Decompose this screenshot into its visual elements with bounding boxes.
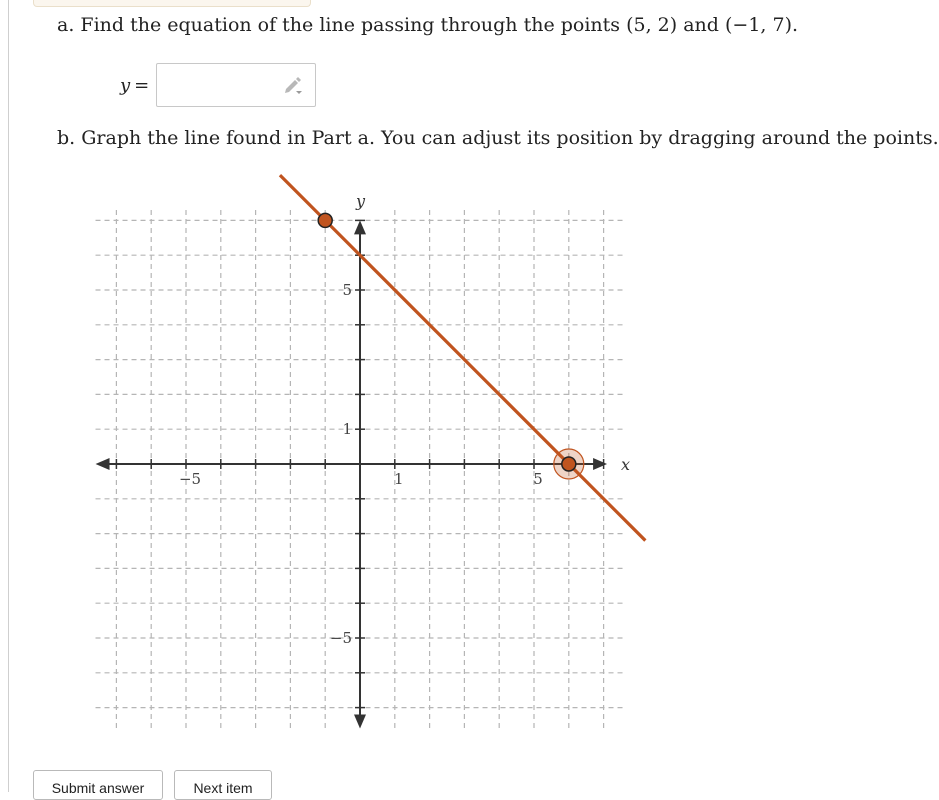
question-a <box>57 14 798 36</box>
draggable-point[interactable] <box>318 213 332 227</box>
answer-equals: = <box>134 75 150 96</box>
y-tick-label: 1 <box>342 420 352 439</box>
x-axis-label: x <box>621 455 631 474</box>
answer-variable: y <box>120 75 131 96</box>
pencil-icon[interactable] <box>283 76 303 94</box>
question-a-conj: and <box>677 14 725 36</box>
point-2: (−1, 7) <box>724 14 792 36</box>
x-tick-label: 5 <box>533 470 543 488</box>
question-a-prefix: a. Find the equation of the line passing through the points <box>57 14 627 36</box>
next-item-button[interactable] <box>174 770 272 800</box>
x-tick-label: 1 <box>394 470 404 488</box>
x-axis-arrow-right <box>593 458 607 470</box>
question-a-suffix: . <box>792 14 799 36</box>
next-item-label: Next item <box>193 780 253 796</box>
y-tick-label: −5 <box>329 629 352 647</box>
y-axis-arrow-down <box>354 714 366 728</box>
y-axis-label: y <box>356 191 366 211</box>
y-tick-label: 5 <box>342 281 352 299</box>
draggable-point[interactable] <box>562 457 576 471</box>
graph-line <box>280 175 645 540</box>
submit-answer-label: Submit answer <box>51 780 145 796</box>
coordinate-graph[interactable] <box>78 174 646 746</box>
equation-answer-input[interactable] <box>156 63 316 107</box>
submit-answer-button[interactable] <box>33 770 163 800</box>
question-b <box>57 127 939 149</box>
x-axis-arrow-left <box>96 458 110 470</box>
y-axis-arrow-up <box>354 220 366 234</box>
x-tick-label: −5 <box>178 470 202 488</box>
answer-label <box>120 75 149 96</box>
page-left-border <box>8 0 9 792</box>
top-tab <box>33 0 311 7</box>
point-1: (5, 2) <box>626 14 678 36</box>
question-b-text: b. Graph the line found in Part a. You can adjust its position by dragging around the points. <box>57 127 939 149</box>
